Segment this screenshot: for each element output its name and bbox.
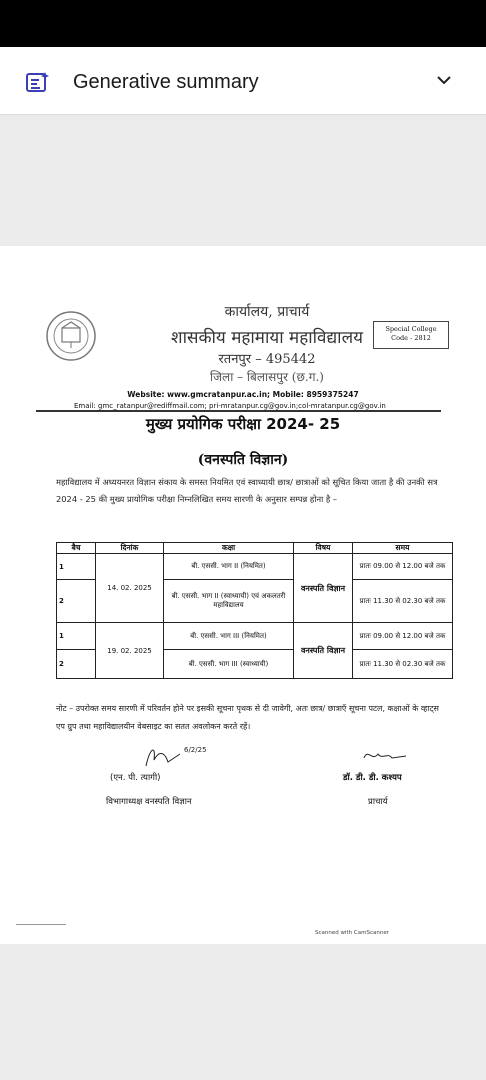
summary-icon <box>26 71 50 93</box>
date-cell: 14. 02. 2025 <box>96 554 164 623</box>
col-date: दिनांक <box>96 543 164 554</box>
hod-designation: विभागाध्यक्ष वनस्पति विज्ञान <box>106 797 192 807</box>
district: जिला – बिलासपुर (छ.ग.) <box>210 370 324 384</box>
subject-cell: वनस्पति विज्ञान <box>294 623 353 679</box>
schedule-table <box>56 542 453 679</box>
principal-designation: प्राचार्य <box>368 797 388 807</box>
note-paragraph: नोट – उपरोक्त समय सारणी में परिवर्तन होने पर इसकी सूचना पृथक से दी जावेगी, अतः छात्र/ छात्राएँ सूचना पटल, कक्षाओं के व्हाट्स एप ग्रुप तथा महाविद्यालयीन वेबसाइट का सतत अवलोकन करते रहें। <box>56 704 439 731</box>
special-code-line1: Special College <box>385 325 437 333</box>
subject-cell: वनस्पति विज्ञान <box>294 554 353 623</box>
hod-signature <box>140 740 210 770</box>
exam-title: मुख्य प्रयोगिक परीक्षा 2024- 25 <box>145 415 341 433</box>
scanner-watermark: Scanned with CamScanner <box>315 930 389 936</box>
email-line: Email: gmc_ratanpur@rediffmail.com; pri-mratanpur.cg@gov.in;col-mratanpur.cg@gov.in <box>74 402 386 410</box>
chevron-down-icon[interactable] <box>436 73 452 87</box>
col-subject: विषय <box>294 543 353 554</box>
special-code-line2: Code - 2812 <box>391 334 431 342</box>
summary-title: Generative summary <box>73 71 259 93</box>
subject-title: (वनस्पति विज्ञान) <box>197 452 289 468</box>
col-batch: बैच <box>57 543 96 554</box>
batch-cell: 1 <box>57 623 96 650</box>
office-title: कार्यालय, प्राचार्य <box>224 304 310 320</box>
blank-area-bottom <box>0 944 486 1080</box>
class-cell: बी. एससी. भाग III (नियमित) <box>164 623 294 650</box>
date-cell: 19. 02. 2025 <box>96 623 164 679</box>
principal-name: डॉ. डी. डी. कश्यप <box>343 773 402 783</box>
col-class: कक्षा <box>164 543 294 554</box>
time-cell: प्रातः 09.00 से 12.00 बजे तक <box>353 623 453 650</box>
time-cell: प्रातः 11.30 से 02.30 बजे तक <box>353 650 453 679</box>
time-cell: प्रातः 09.00 से 12.00 बजे तक <box>353 554 453 580</box>
table-row <box>57 554 453 580</box>
time-cell: प्रातः 11.30 से 02.30 बजे तक <box>353 580 453 623</box>
table-header-row <box>57 543 453 554</box>
summary-header[interactable] <box>0 47 486 115</box>
special-code-box <box>373 321 449 349</box>
blank-area <box>0 115 486 246</box>
batch-cell: 2 <box>57 580 96 623</box>
class-cell: बी. एससी. भाग II (नियमित) <box>164 554 294 580</box>
table-row <box>57 623 453 650</box>
class-cell: बी. एससी. भाग III (स्वाध्यायी) <box>164 650 294 679</box>
intro-paragraph: महाविद्यालय में अध्ययनरत विज्ञान संकाय के समस्त नियमित एवं स्वाध्यायी छात्र/ छात्राओं को सूचित किया जाता है की उनकी सत्र 2024 - 25 की मुख्य प्रायोगिक परीक्षा निम्नलिखित समय सारणी के अनुसार सम्पन्न होना है – <box>56 477 438 504</box>
status-bar <box>0 0 486 47</box>
principal-signature <box>360 744 410 766</box>
header-divider <box>36 410 441 412</box>
website-line: Website: www.gmcratanpur.ac.in; Mobile: 8959375247 <box>127 390 359 399</box>
footer-divider <box>16 924 66 925</box>
document-page <box>0 246 486 944</box>
college-name: शासकीय महामाया महाविद्यालय <box>171 328 363 348</box>
batch-cell: 2 <box>57 650 96 679</box>
town-pin: रतनपुर – 495442 <box>218 352 316 367</box>
batch-cell: 1 <box>57 554 96 580</box>
hod-name: (एन. पी. त्यागी) <box>110 773 161 783</box>
col-time: समय <box>353 543 453 554</box>
class-cell: बी. एससी. भाग II (स्वाध्यायी) एवं अकलतरी महाविद्यालय <box>164 580 294 623</box>
signature-date: 6/2/25 <box>184 746 207 754</box>
